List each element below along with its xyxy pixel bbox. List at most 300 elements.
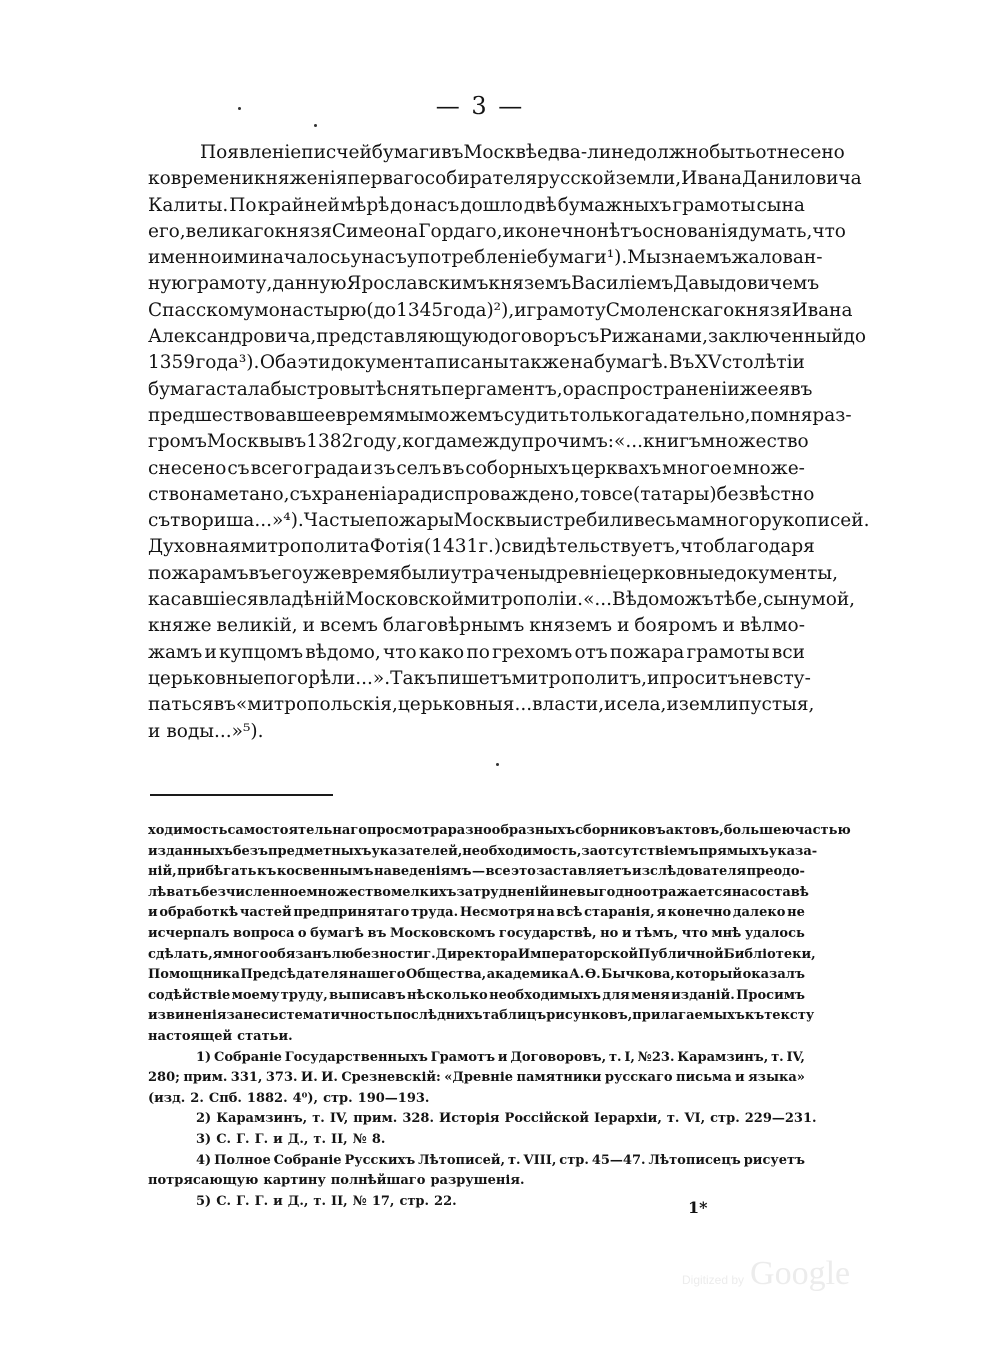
word: невыгодно [558, 884, 643, 900]
word: прочимъ: [521, 431, 615, 453]
word: г.) [478, 536, 502, 558]
word: «митропольскія, [235, 694, 398, 716]
word: свидѣтельствуетъ, [501, 536, 681, 558]
body-line [148, 692, 815, 718]
word: княже [148, 615, 212, 637]
word: владѣній [258, 589, 345, 611]
word: Г. [254, 1131, 269, 1147]
word: Срезневскій: [341, 1070, 441, 1086]
word: до [390, 194, 413, 216]
word: множество [700, 431, 809, 453]
watermark-brand: Google [750, 1255, 851, 1292]
word: и [549, 884, 559, 900]
word: Москвы [453, 510, 531, 532]
word: княземъ [529, 615, 613, 637]
word: Лѣтописей, [418, 1152, 506, 1168]
word: грамоты [686, 641, 770, 663]
word: 1382 [306, 431, 354, 453]
word: изданій. [671, 987, 735, 1003]
word: знаемъ [660, 247, 732, 269]
word: Д., [287, 1131, 309, 1147]
footnote-line [148, 924, 805, 945]
word: Г. [236, 1131, 250, 1147]
word: его [270, 562, 303, 584]
word: Россійской [504, 1111, 590, 1127]
word: Симеона [331, 220, 419, 242]
word: прилагаемыхъ [632, 1008, 745, 1024]
word: вѣлмо- [739, 615, 805, 637]
footnote-line [148, 1068, 805, 1089]
word: По [229, 194, 257, 216]
footnote-line [148, 862, 805, 883]
word: митрополита [240, 536, 370, 558]
word: земли, [615, 168, 682, 190]
word: грехомъ [492, 641, 573, 663]
word: Предсѣдателя [240, 967, 349, 983]
word: рисуетъ [743, 1152, 805, 1168]
word: № [352, 1193, 367, 1209]
word: древніе [544, 562, 619, 584]
word: столѣтіи [721, 352, 805, 374]
word: всѣ [556, 905, 583, 921]
word: князя [274, 220, 332, 242]
word: тѣмъ, [635, 925, 679, 941]
word: извиненія [148, 1008, 227, 1024]
word: судить [503, 404, 570, 426]
word: и [502, 220, 515, 242]
body-line [148, 561, 838, 587]
word: пожары [375, 510, 454, 532]
word: крайней [257, 194, 340, 216]
word: пишетъ [436, 667, 512, 689]
word: 3) [196, 1131, 212, 1147]
word: безвѣстно [716, 483, 815, 505]
footnote-line [148, 965, 805, 986]
word: Іерархіи, [594, 1111, 662, 1127]
word: предметныхъ [268, 843, 372, 859]
word: 1345 [396, 299, 444, 321]
word: спроваждено, [444, 483, 580, 505]
word: 190—193. [357, 1090, 430, 1106]
word: содѣйствіе [148, 987, 231, 1003]
word: множество [306, 884, 391, 900]
word: Г. [236, 1193, 250, 1209]
word: многое [662, 457, 732, 479]
word: что [812, 220, 846, 242]
word: I, [624, 1049, 635, 1065]
word: князя [734, 299, 792, 321]
word: и [148, 720, 161, 742]
word: прим. [353, 1111, 398, 1127]
word: княземъ [488, 273, 572, 295]
word: жъ [684, 589, 714, 611]
word: прибѣгать [177, 864, 257, 880]
word: составѣ [749, 884, 809, 900]
footnote-line [148, 1171, 805, 1192]
word: и [621, 925, 632, 941]
word: много [701, 510, 760, 532]
word: большею [723, 823, 795, 838]
word: т. [666, 1111, 680, 1127]
word: соборныхъ [465, 457, 571, 479]
word: быстро [270, 378, 341, 400]
word: и [204, 641, 217, 663]
word: потрясающую [148, 1173, 259, 1189]
word: далеко [732, 905, 786, 921]
footnote-line [148, 1048, 805, 1069]
word: VI, [684, 1111, 706, 1127]
word: не [739, 667, 763, 689]
print-speck [238, 107, 241, 110]
word: времени [170, 168, 254, 190]
body-line [148, 403, 852, 429]
word: также [509, 352, 570, 374]
word: когда [402, 431, 458, 453]
word: Карамзинъ, [677, 1049, 769, 1065]
word: ній, [148, 864, 177, 880]
word: Карамзинъ, [216, 1111, 308, 1127]
word: Москвы [206, 431, 284, 453]
word: рукописей. [759, 510, 870, 532]
word: вопроса [233, 925, 295, 941]
body-line [148, 666, 811, 692]
word: изслѣдователя [632, 864, 747, 880]
word: изданныхъ [148, 843, 233, 859]
word: государствѣ, [498, 925, 597, 941]
word: писчей [301, 142, 372, 163]
word: послѣднихъ [392, 1008, 483, 1024]
word: церьковныя [397, 694, 515, 716]
word: отъ [574, 641, 608, 663]
word: года)²), [443, 299, 515, 321]
word: самостоятельнаго [227, 823, 367, 838]
word: Ивана [681, 168, 743, 190]
word: русскаго [604, 1070, 673, 1086]
word: Бычкова, [601, 967, 675, 983]
word: т. [507, 1152, 521, 1168]
footnotes-block [148, 821, 851, 1212]
word: же [739, 378, 768, 400]
word: благовѣрнымъ [382, 615, 525, 637]
word: предшествовавшее [148, 404, 336, 426]
word: бумага [148, 378, 217, 400]
word: (изд. [148, 1090, 186, 1106]
word: монастырю [254, 299, 367, 321]
word: едва-ли [537, 142, 612, 163]
word: Московскомъ [390, 925, 496, 941]
word: я [212, 946, 223, 962]
word: сътвориша...»⁴). [148, 510, 304, 532]
word: Государственныхъ [284, 1049, 428, 1065]
word: ...власти, [514, 694, 605, 716]
word: и [302, 615, 316, 637]
body-line [148, 245, 823, 271]
word: собирателя [424, 168, 538, 190]
word: Спб. [208, 1090, 242, 1106]
word: нѣсколько [407, 987, 488, 1003]
word: Гордаго, [418, 220, 503, 242]
word: исчерпалъ [148, 925, 230, 941]
word: Смоленскаго [605, 299, 735, 321]
footnote-line [148, 842, 818, 863]
word: Московской [344, 589, 464, 611]
word: 373. [265, 1070, 298, 1086]
word: то [579, 483, 602, 505]
body-line [148, 271, 820, 297]
word: прямыхъ [698, 843, 769, 859]
word: необходимыхъ [489, 987, 601, 1003]
word: въ [367, 925, 387, 941]
word: ство [148, 483, 191, 505]
word: въ [213, 694, 236, 716]
word: время [335, 404, 396, 426]
word: насъ [413, 194, 460, 216]
word: Собраніе [273, 1152, 342, 1168]
word: удалось [744, 925, 805, 941]
word: земли [678, 694, 739, 716]
word: Даниловича [742, 168, 862, 190]
word: таблицъ [482, 1008, 547, 1024]
word: С. [216, 1193, 232, 1209]
word: всемъ [320, 615, 378, 637]
word: утрачены [450, 562, 545, 584]
word: необходимость, [462, 843, 582, 859]
body-line [148, 429, 809, 455]
word: труда. [411, 905, 459, 921]
watermark-prefix: Digitized by [682, 1273, 745, 1287]
word: Ѳ. [584, 967, 601, 983]
word: и [273, 1131, 283, 1147]
word: И. [300, 1070, 318, 1086]
word: Г. [254, 1193, 269, 1209]
word: стр. [399, 1193, 430, 1209]
word: по [466, 641, 490, 663]
word: 5) [196, 1193, 212, 1209]
word: должно [634, 142, 710, 163]
word: конечно [667, 905, 732, 921]
word: затрудненій [456, 884, 550, 900]
word: Въ [668, 352, 695, 374]
word: 280; [148, 1070, 180, 1086]
word: «...книгъ [614, 431, 701, 453]
body-line [148, 534, 815, 560]
watermark [682, 1255, 850, 1293]
word: основанія [642, 220, 739, 242]
word: 1) [196, 1049, 212, 1065]
word: 328. [402, 1111, 434, 1127]
word: въ [284, 431, 307, 453]
word: 8. [371, 1131, 386, 1147]
footnote-line [148, 1027, 805, 1048]
page-number: — 3 — [435, 92, 525, 120]
word: сборниковъ [575, 823, 666, 838]
word: безъ [232, 843, 269, 859]
word: Оба [259, 352, 298, 374]
word: С. [216, 1131, 232, 1147]
word: Лѣтописецъ [648, 1152, 741, 1168]
word: всего [250, 457, 304, 479]
word: церквахъ [571, 457, 662, 479]
word: вѣдомо, [305, 641, 381, 663]
word: Фотія [369, 536, 425, 558]
word: грамоту, [187, 273, 273, 295]
word: это [511, 864, 536, 880]
word: что [383, 641, 417, 663]
word: бумаги [371, 142, 442, 163]
word: моему [231, 987, 280, 1003]
word: Исторія [438, 1111, 500, 1127]
word: съ [227, 457, 250, 479]
word: г. [423, 946, 436, 962]
word: его, [148, 220, 186, 242]
word: II, [330, 1131, 348, 1147]
word: до [843, 326, 866, 348]
word: Александровича, [148, 326, 317, 348]
word: въ [442, 457, 465, 479]
word: бумаги¹). [537, 247, 628, 269]
word: Собраніе [213, 1049, 282, 1065]
word: пергаментъ, [441, 378, 563, 400]
word: Духовная [148, 536, 241, 558]
word: пожара [609, 641, 685, 663]
word: косвеннымъ [276, 864, 374, 880]
word: въ [790, 378, 813, 400]
word: тѣбе, [713, 589, 764, 611]
word: о [562, 378, 574, 400]
word: села, [616, 694, 667, 716]
word: 229—231. [744, 1111, 817, 1127]
word: сыну [763, 589, 812, 611]
word: благодаря [714, 536, 815, 558]
word: XV [694, 352, 722, 374]
word: митрополитъ, [511, 667, 648, 689]
word: како [418, 641, 465, 663]
word: писаны [435, 352, 509, 374]
word: 1359 [148, 352, 196, 374]
word: дошло [460, 194, 523, 216]
word: бумагѣ. [594, 352, 669, 374]
word: Василіемъ [571, 273, 674, 295]
word: мелкихъ [390, 884, 457, 900]
word: который [675, 967, 743, 983]
signature-mark: 1* [688, 1198, 708, 1217]
word: Несмотря [459, 905, 536, 921]
word: только [569, 404, 636, 426]
word: для [602, 987, 630, 1003]
footnote-line [148, 1006, 815, 1027]
word: что [681, 925, 708, 941]
word: (татары) [633, 483, 717, 505]
body-line [148, 377, 813, 403]
word: употребленіе [406, 247, 538, 269]
word: наведеніямъ [373, 864, 472, 880]
word: лѣвать [148, 884, 201, 900]
body-line [148, 719, 805, 745]
word: великій, [216, 615, 298, 637]
word: отнесено [755, 142, 845, 163]
word: т. [313, 1131, 326, 1147]
body-line [148, 166, 862, 192]
word: наметано, [190, 483, 290, 505]
word: документы, [724, 562, 838, 584]
footnote-line [148, 1151, 805, 1172]
body-line [148, 350, 805, 376]
word: указа- [768, 843, 818, 859]
word: 4⁰), [292, 1090, 319, 1106]
word: 17, [371, 1193, 395, 1209]
word: можемъ [424, 404, 504, 426]
word: и [497, 1049, 508, 1065]
word: митрополіи. [463, 589, 584, 611]
word: паться [148, 694, 214, 716]
word: великаго [185, 220, 275, 242]
word: ими [221, 247, 261, 269]
word: академика [486, 967, 569, 983]
word: все [601, 483, 633, 505]
word: и [647, 667, 660, 689]
word: старанія, [584, 905, 655, 921]
word: 4) [196, 1152, 212, 1168]
word: прим. [183, 1070, 228, 1086]
word: но [600, 925, 619, 941]
body-line [148, 482, 815, 508]
word: Частые [303, 510, 376, 532]
word: несистематичность [243, 1008, 393, 1024]
word: множе- [732, 457, 805, 479]
word: Появленіе [200, 142, 302, 163]
word: сдѣлать, [148, 946, 213, 962]
word: т. [313, 1193, 326, 1209]
body-line [148, 613, 805, 639]
word: о [297, 925, 307, 941]
word: Д., [287, 1193, 309, 1209]
word: вытѣснять [340, 378, 442, 400]
word: 22. [434, 1193, 457, 1209]
word: бояромъ [634, 615, 718, 637]
word: и [617, 615, 630, 637]
word: просмотра [366, 823, 448, 838]
word: пожарамъ [148, 562, 249, 584]
word: отражается [642, 884, 732, 900]
word: въ [441, 142, 464, 163]
word: VIII, [523, 1152, 557, 1168]
word: града [304, 457, 360, 479]
body-line [148, 219, 846, 245]
word: «...Вѣдомо [583, 589, 685, 611]
word: истребили [530, 510, 634, 532]
word: Спасскому [148, 299, 255, 321]
word: памятники [516, 1070, 602, 1086]
body-line [148, 640, 805, 666]
word: — [471, 864, 485, 880]
word: выписавъ [329, 987, 406, 1003]
word: и [666, 694, 679, 716]
word: Грамотъ [430, 1049, 496, 1065]
word: сына [756, 194, 805, 216]
word: началось [260, 247, 351, 269]
word: насъ [361, 247, 407, 269]
word: и [722, 615, 735, 637]
word: гадательно, [635, 404, 751, 426]
word: 2. [190, 1090, 204, 1106]
word: снесено [148, 457, 227, 479]
word: княженія [253, 168, 348, 190]
word: быть [709, 142, 756, 163]
word: за [226, 1008, 244, 1024]
footnote-line [148, 986, 805, 1007]
word: Такъ [390, 667, 437, 689]
word: ную [148, 273, 188, 295]
